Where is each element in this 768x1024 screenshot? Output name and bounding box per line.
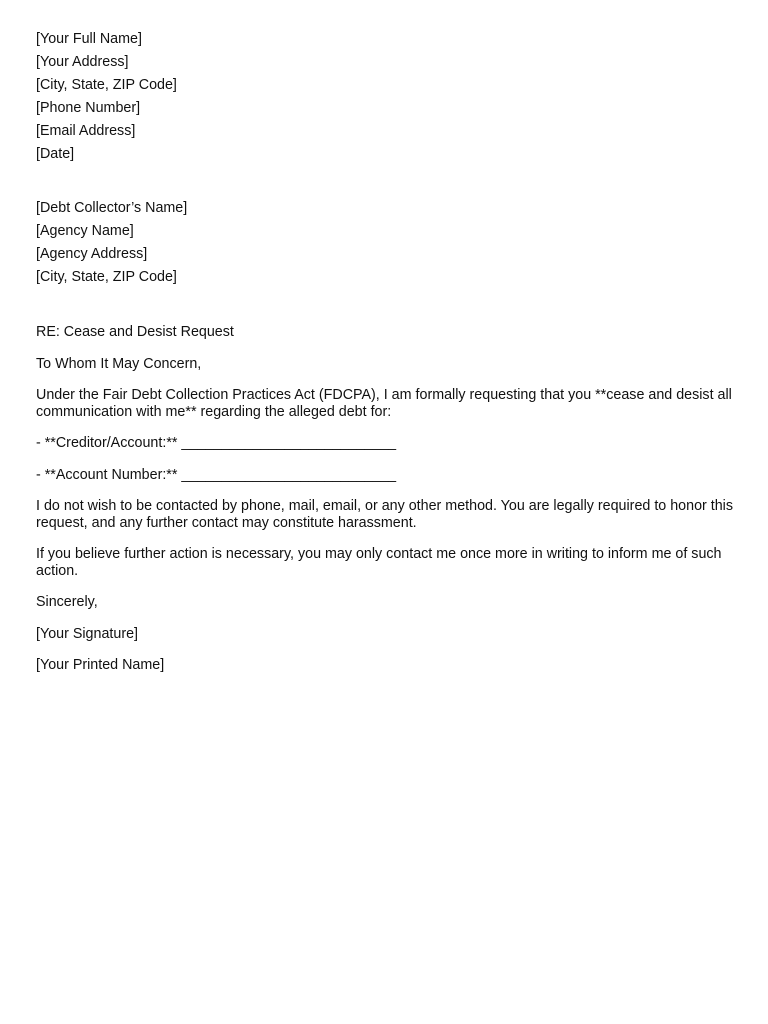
sender-block [36,28,736,166]
recipient-agency-address: [Agency Address] [36,246,148,262]
intro-paragraph: Under the Fair Debt Collection Practices Act (FDCPA), I am formally requesting that you **cease and desist all communication with me** regarding the alleged debt for: [36,387,732,420]
body-paragraph-1: I do not wish to be contacted by phone, mail, email, or any other method. You are legally required to honor this request, and any further contact may constitute harassment. [36,498,734,531]
recipient-agency-name: [Agency Name] [36,223,134,239]
sender-city-state-zip: [City, State, ZIP Code] [36,77,177,93]
recipient-collector-name: [Debt Collector’s Name] [36,200,188,216]
sender-full-name: [Your Full Name] [36,31,142,47]
printed-name-placeholder: [Your Printed Name] [36,657,165,673]
creditor-account-field: - **Creditor/Account:** ___________________________ [36,435,397,451]
account-number-field: - **Account Number:** ___________________________ [36,466,397,483]
signature-placeholder: [Your Signature] [36,625,139,642]
salutation: To Whom It May Concern, [36,355,202,372]
sender-email: [Email Address] [36,123,136,139]
sender-address: [Your Address] [36,54,129,70]
spacer [36,289,736,324]
spacer [36,166,736,197]
recipient-block [36,197,736,289]
body-paragraph-2: If you believe further action is necessary, you may only contact me once more in writing to inform me of such action. [36,546,722,579]
subject-line: RE: Cease and Desist Request [36,324,234,340]
letter-page [36,28,736,674]
closing: Sincerely, [36,594,98,610]
letter-date: [Date] [36,146,75,162]
recipient-city-state-zip: [City, State, ZIP Code] [36,269,177,285]
letter-body [36,324,736,674]
sender-phone: [Phone Number] [36,100,141,116]
